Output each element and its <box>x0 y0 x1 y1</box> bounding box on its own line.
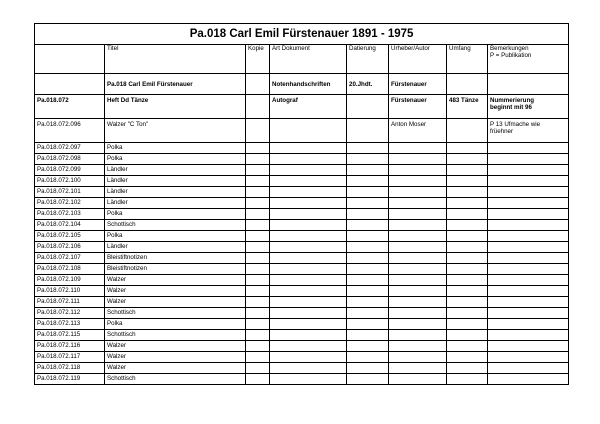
cell-datierung <box>347 363 389 374</box>
cell-titel: Heft Dd Tänze <box>105 95 246 119</box>
cell-art <box>270 209 347 220</box>
header-urheber: Urheber/Autor <box>389 45 447 74</box>
cell-kopie <box>246 374 270 385</box>
cell-datierung <box>347 231 389 242</box>
cell-signatur: Pa.018.072.116 <box>35 341 105 352</box>
cell-urheber <box>389 242 447 253</box>
cell-signatur: Pa.018.072.112 <box>35 308 105 319</box>
header-bemerkungen-line-2: P = Publikation <box>490 52 532 59</box>
cell-umfang <box>447 143 488 154</box>
cell-bemerkungen <box>488 220 569 231</box>
cell-kopie <box>246 352 270 363</box>
cell-datierung <box>347 187 389 198</box>
cell-urheber: Fürstenauer <box>389 95 447 119</box>
cell-bemerkungen <box>488 242 569 253</box>
cell-urheber <box>389 275 447 286</box>
table-row <box>35 352 569 363</box>
cell-datierung <box>347 119 389 143</box>
cell-umfang <box>447 242 488 253</box>
table-row <box>35 187 569 198</box>
cell-urheber <box>389 231 447 242</box>
cell-bemerkungen <box>488 176 569 187</box>
cell-urheber <box>389 363 447 374</box>
cell-bemerkungen <box>488 74 569 95</box>
cell-urheber <box>389 297 447 308</box>
cell-art <box>270 165 347 176</box>
cell-umfang <box>447 198 488 209</box>
cell-kopie <box>246 341 270 352</box>
cell-datierung <box>347 352 389 363</box>
cell-bemerkungen <box>488 187 569 198</box>
cell-datierung <box>347 264 389 275</box>
cell-urheber <box>389 187 447 198</box>
cell-bemerkungen <box>488 264 569 275</box>
bemerkungen-line-1: P 13 Ufmache wie <box>490 121 541 128</box>
cell-bemerkungen <box>488 374 569 385</box>
cell-urheber <box>389 198 447 209</box>
header-umfang: Umfang <box>447 45 488 74</box>
cell-art <box>270 143 347 154</box>
cell-signatur: Pa.018.072.108 <box>35 264 105 275</box>
cell-kopie <box>246 95 270 119</box>
cell-signatur: Pa.018.072.117 <box>35 352 105 363</box>
cell-art: Notenhandschriften <box>270 74 347 95</box>
cell-signatur: Pa.018.072.102 <box>35 198 105 209</box>
cell-bemerkungen <box>488 352 569 363</box>
page-title: Pa.018 Carl Emil Fürstenauer 1891 - 1975 <box>35 24 569 45</box>
cell-titel: Walzer "C Ton" <box>105 119 246 143</box>
cell-titel: Schottisch <box>105 330 246 341</box>
cell-art <box>270 242 347 253</box>
cell-kopie <box>246 165 270 176</box>
inventory-sheet <box>34 23 568 385</box>
cell-kopie <box>246 297 270 308</box>
cell-titel: Ländler <box>105 165 246 176</box>
cell-titel: Polka <box>105 231 246 242</box>
cell-bemerkungen <box>488 275 569 286</box>
table-row <box>35 297 569 308</box>
table-row <box>35 143 569 154</box>
cell-bemerkungen <box>488 209 569 220</box>
cell-bemerkungen <box>488 154 569 165</box>
cell-bemerkungen <box>488 308 569 319</box>
cell-kopie <box>246 319 270 330</box>
cell-datierung <box>347 297 389 308</box>
cell-urheber <box>389 165 447 176</box>
header-art: Art Dokument <box>270 45 347 74</box>
cell-kopie <box>246 143 270 154</box>
cell-bemerkungen <box>488 143 569 154</box>
cell-art: Autograf <box>270 95 347 119</box>
cell-kopie <box>246 231 270 242</box>
cell-art <box>270 176 347 187</box>
cell-art <box>270 330 347 341</box>
header-bemerkungen <box>488 45 569 74</box>
cell-titel: Bleistiftnotizen <box>105 264 246 275</box>
cell-signatur: Pa.018.072.097 <box>35 143 105 154</box>
cell-umfang <box>447 231 488 242</box>
cell-urheber: Fürstenauer <box>389 74 447 95</box>
cell-titel: Polka <box>105 209 246 220</box>
cell-bemerkungen <box>488 165 569 176</box>
cell-urheber <box>389 374 447 385</box>
cell-urheber <box>389 209 447 220</box>
cell-bemerkungen <box>488 330 569 341</box>
cell-datierung <box>347 143 389 154</box>
cell-signatur: Pa.018.072.099 <box>35 165 105 176</box>
cell-bemerkungen <box>488 253 569 264</box>
table-row <box>35 374 569 385</box>
cell-signatur: Pa.018.072.100 <box>35 176 105 187</box>
cell-umfang <box>447 352 488 363</box>
table-row <box>35 176 569 187</box>
cell-umfang <box>447 220 488 231</box>
cell-kopie <box>246 275 270 286</box>
cell-titel: Polka <box>105 143 246 154</box>
cell-art <box>270 154 347 165</box>
cell-umfang <box>447 286 488 297</box>
cell-bemerkungen <box>488 319 569 330</box>
cell-signatur: Pa.018.072.113 <box>35 319 105 330</box>
cell-art <box>270 286 347 297</box>
cell-kopie <box>246 209 270 220</box>
cell-kopie <box>246 198 270 209</box>
cell-umfang: 483 Tänze <box>447 95 488 119</box>
table-row <box>35 264 569 275</box>
cell-titel: Walzer <box>105 352 246 363</box>
cell-umfang <box>447 187 488 198</box>
cell-signatur: Pa.018.072 <box>35 95 105 119</box>
cell-signatur: Pa.018.072.105 <box>35 231 105 242</box>
cell-datierung <box>347 308 389 319</box>
cell-titel: Walzer <box>105 341 246 352</box>
cell-umfang <box>447 165 488 176</box>
cell-datierung <box>347 286 389 297</box>
cell-kopie <box>246 220 270 231</box>
cell-art <box>270 374 347 385</box>
cell-datierung <box>347 319 389 330</box>
cell-signatur: Pa.018.072.118 <box>35 363 105 374</box>
cell-titel: Ländler <box>105 242 246 253</box>
table-row <box>35 165 569 176</box>
collection-row <box>35 74 569 95</box>
cell-urheber <box>389 220 447 231</box>
cell-umfang <box>447 374 488 385</box>
cell-bemerkungen <box>488 297 569 308</box>
cell-urheber <box>389 264 447 275</box>
cell-umfang <box>447 319 488 330</box>
cell-titel: Walzer <box>105 286 246 297</box>
cell-kopie <box>246 154 270 165</box>
cell-umfang <box>447 119 488 143</box>
cell-urheber <box>389 308 447 319</box>
cell-art <box>270 119 347 143</box>
cell-datierung <box>347 220 389 231</box>
cell-signatur: Pa.018.072.107 <box>35 253 105 264</box>
cell-bemerkungen <box>488 286 569 297</box>
cell-art <box>270 264 347 275</box>
title-row <box>35 24 569 45</box>
cell-kopie <box>246 187 270 198</box>
cell-datierung <box>347 374 389 385</box>
cell-titel: Walzer <box>105 363 246 374</box>
cell-signatur: Pa.018.072.106 <box>35 242 105 253</box>
cell-datierung <box>347 253 389 264</box>
cell-umfang <box>447 275 488 286</box>
cell-datierung <box>347 95 389 119</box>
cell-umfang <box>447 308 488 319</box>
cell-signatur: Pa.018.072.103 <box>35 209 105 220</box>
header-titel: Titel <box>105 45 246 74</box>
cell-urheber: Anton Moser <box>389 119 447 143</box>
cell-kopie <box>246 363 270 374</box>
cell-art <box>270 341 347 352</box>
table-row <box>35 308 569 319</box>
cell-bemerkungen <box>488 341 569 352</box>
cell-signatur: Pa.018.072.109 <box>35 275 105 286</box>
cell-signatur: Pa.018.072.101 <box>35 187 105 198</box>
cell-titel: Bleistiftnotizen <box>105 253 246 264</box>
cell-titel: Polka <box>105 319 246 330</box>
cell-urheber <box>389 176 447 187</box>
cell-umfang <box>447 297 488 308</box>
cell-signatur: Pa.018.072.115 <box>35 330 105 341</box>
cell-datierung <box>347 165 389 176</box>
table-row <box>35 220 569 231</box>
cell-art <box>270 363 347 374</box>
table-row <box>35 363 569 374</box>
cell-art <box>270 275 347 286</box>
table-row <box>35 253 569 264</box>
cell-datierung <box>347 176 389 187</box>
inventory-table <box>34 23 569 385</box>
table-row <box>35 154 569 165</box>
table-row <box>35 231 569 242</box>
cell-umfang <box>447 363 488 374</box>
header-bemerkungen-line-1: Bemerkungen <box>490 45 529 52</box>
cell-art <box>270 253 347 264</box>
cell-art <box>270 297 347 308</box>
group-row <box>35 95 569 119</box>
cell-signatur: Pa.018.072.111 <box>35 297 105 308</box>
cell-titel: Ländler <box>105 176 246 187</box>
header-datierung: Datierung <box>347 45 389 74</box>
cell-art <box>270 198 347 209</box>
cell-art <box>270 319 347 330</box>
cell-datierung <box>347 209 389 220</box>
cell-datierung: 20.Jhdt. <box>347 74 389 95</box>
table-row <box>35 209 569 220</box>
cell-titel: Pa.018 Carl Emil Fürstenauer <box>105 74 246 95</box>
table-row <box>35 198 569 209</box>
cell-datierung <box>347 154 389 165</box>
cell-kopie <box>246 253 270 264</box>
cell-urheber <box>389 319 447 330</box>
cell-signatur: Pa.018.072.104 <box>35 220 105 231</box>
cell-datierung <box>347 242 389 253</box>
cell-kopie <box>246 242 270 253</box>
cell-kopie <box>246 264 270 275</box>
cell-bemerkungen <box>488 119 569 143</box>
cell-kopie <box>246 330 270 341</box>
cell-umfang <box>447 176 488 187</box>
cell-titel: Polka <box>105 154 246 165</box>
cell-kopie <box>246 74 270 95</box>
bemerkungen-line-2: beginnt mit 96 <box>490 104 532 111</box>
bemerkungen-line-1: Nummerierung <box>490 97 535 104</box>
cell-urheber <box>389 341 447 352</box>
table-row <box>35 275 569 286</box>
cell-datierung <box>347 275 389 286</box>
cell-art <box>270 352 347 363</box>
cell-signatur: Pa.018.072.098 <box>35 154 105 165</box>
cell-art <box>270 231 347 242</box>
cell-bemerkungen <box>488 363 569 374</box>
cell-umfang <box>447 209 488 220</box>
cell-datierung <box>347 330 389 341</box>
cell-umfang <box>447 253 488 264</box>
cell-signatur: Pa.018.072.110 <box>35 286 105 297</box>
header-kopie: Kopie <box>246 45 270 74</box>
cell-urheber <box>389 352 447 363</box>
table-row <box>35 341 569 352</box>
cell-urheber <box>389 253 447 264</box>
cell-titel: Schottisch <box>105 374 246 385</box>
cell-titel: Schottisch <box>105 308 246 319</box>
cell-bemerkungen <box>488 231 569 242</box>
header-row <box>35 45 569 74</box>
bemerkungen-line-2: früehner <box>490 128 514 135</box>
cell-umfang <box>447 341 488 352</box>
cell-titel: Ländler <box>105 198 246 209</box>
cell-umfang <box>447 154 488 165</box>
cell-umfang <box>447 74 488 95</box>
cell-signatur: Pa.018.072.119 <box>35 374 105 385</box>
cell-urheber <box>389 330 447 341</box>
cell-kopie <box>246 119 270 143</box>
cell-kopie <box>246 308 270 319</box>
table-row <box>35 119 569 143</box>
cell-titel: Walzer <box>105 297 246 308</box>
cell-titel: Schottisch <box>105 220 246 231</box>
table-row <box>35 330 569 341</box>
cell-bemerkungen <box>488 95 569 119</box>
cell-umfang <box>447 330 488 341</box>
cell-kopie <box>246 286 270 297</box>
table-row <box>35 242 569 253</box>
cell-bemerkungen <box>488 198 569 209</box>
header-signatur <box>35 45 105 74</box>
cell-titel: Ländler <box>105 187 246 198</box>
cell-urheber <box>389 154 447 165</box>
cell-art <box>270 220 347 231</box>
cell-urheber <box>389 286 447 297</box>
table-row <box>35 319 569 330</box>
cell-urheber <box>389 143 447 154</box>
cell-titel: Walzer <box>105 275 246 286</box>
table-row <box>35 286 569 297</box>
cell-kopie <box>246 176 270 187</box>
cell-art <box>270 187 347 198</box>
cell-signatur: Pa.018.072.096 <box>35 119 105 143</box>
cell-signatur <box>35 74 105 95</box>
cell-art <box>270 308 347 319</box>
cell-umfang <box>447 264 488 275</box>
cell-datierung <box>347 198 389 209</box>
cell-datierung <box>347 341 389 352</box>
